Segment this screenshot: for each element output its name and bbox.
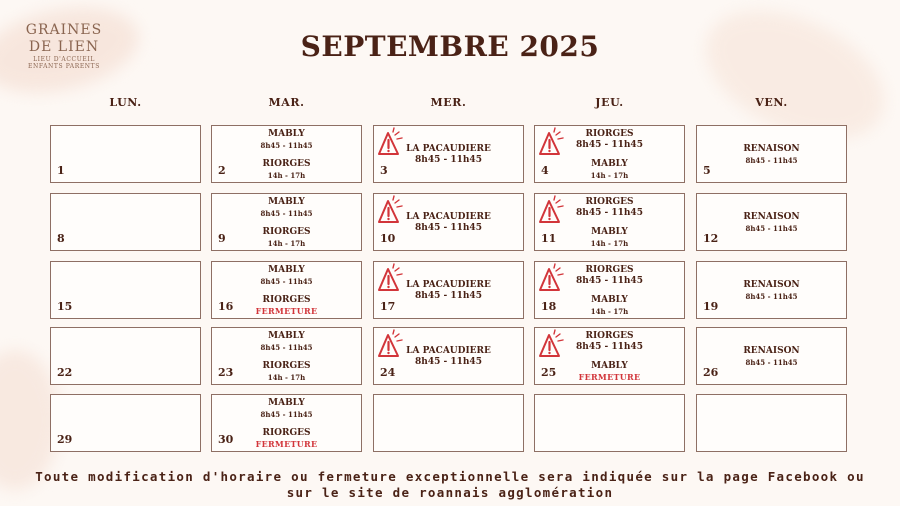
day-number: 18	[541, 300, 557, 313]
location-name: RENAISON	[743, 212, 800, 222]
location-name: RIORGES	[262, 227, 311, 237]
location-name: LA PACAUDIERE	[406, 144, 491, 154]
day-number: 3	[380, 164, 388, 177]
schedule-entry	[535, 331, 684, 353]
calendar-cell	[50, 327, 201, 385]
day-number: 2	[218, 164, 226, 177]
schedule-entry	[374, 144, 523, 166]
opening-hours: 8h45 - 11h45	[745, 292, 798, 301]
schedule-entry	[374, 280, 523, 302]
location-name: RIORGES	[585, 331, 634, 341]
location-name: RIORGES	[585, 197, 634, 207]
calendar-cell	[211, 394, 362, 452]
schedule-entry	[535, 159, 684, 181]
calendar-cell	[373, 125, 524, 183]
location-name: RIORGES	[262, 428, 311, 438]
day-number: 17	[380, 300, 396, 313]
calendar-cell	[50, 394, 201, 452]
opening-hours: 14h - 17h	[267, 373, 306, 382]
footer-line: Toute modification d'horaire ou fermeture exceptionnelle sera indiquée sur la page Facebook ou	[35, 469, 865, 484]
weekday-header: LUN.	[109, 96, 142, 109]
day-number: 24	[380, 366, 396, 379]
calendar-cell	[373, 193, 524, 251]
weekday-header: JEU.	[595, 96, 624, 109]
weekday-header: VEN.	[755, 96, 788, 109]
day-number: 19	[703, 300, 719, 313]
location-name: RENAISON	[743, 144, 800, 154]
opening-hours: 8h45 - 11h45	[260, 277, 313, 286]
schedule-entry	[535, 265, 684, 287]
opening-hours: 8h45 - 11h45	[576, 276, 643, 286]
calendar-cell	[50, 261, 201, 319]
calendar-cell	[50, 125, 201, 183]
opening-hours: 8h45 - 11h45	[745, 224, 798, 233]
logo-tagline: LIEU D'ACCUEIL	[33, 56, 95, 63]
closure-notice: FERMETURE	[578, 372, 641, 382]
calendar-cell	[373, 261, 524, 319]
schedule-entry	[697, 280, 846, 302]
day-number: 10	[380, 232, 396, 245]
logo-line: DE LIEN	[28, 39, 100, 55]
schedule-entry	[374, 212, 523, 234]
location-name: RIORGES	[262, 361, 311, 371]
opening-hours: 8h45 - 11h45	[576, 208, 643, 218]
schedule-entry	[212, 197, 361, 219]
schedule-entry	[212, 295, 361, 317]
calendar-cell	[696, 327, 847, 385]
location-name: MABLY	[591, 295, 628, 305]
day-number: 1	[57, 164, 65, 177]
schedule-entry	[535, 197, 684, 219]
schedule-entry	[212, 428, 361, 450]
day-number: 23	[218, 366, 234, 379]
day-number: 12	[703, 232, 719, 245]
calendar-cell	[696, 261, 847, 319]
schedule-entry	[535, 129, 684, 151]
day-number: 11	[541, 232, 557, 245]
calendar-cell	[534, 125, 685, 183]
opening-hours: 8h45 - 11h45	[260, 209, 313, 218]
day-number: 22	[57, 366, 73, 379]
opening-hours: 14h - 17h	[590, 171, 629, 180]
opening-hours: 8h45 - 11h45	[745, 358, 798, 367]
location-name: MABLY	[268, 265, 305, 275]
opening-hours: 8h45 - 11h45	[260, 343, 313, 352]
schedule-entry	[697, 212, 846, 234]
calendar-cell	[211, 261, 362, 319]
logo-line: GRAINES	[25, 22, 103, 38]
opening-hours: 8h45 - 11h45	[415, 357, 482, 367]
weekday-header: MER.	[430, 96, 467, 109]
day-number: 29	[57, 433, 73, 446]
schedule-entry	[535, 295, 684, 317]
opening-hours: 8h45 - 11h45	[576, 140, 643, 150]
location-name: MABLY	[591, 227, 628, 237]
location-name: MABLY	[268, 129, 305, 139]
location-name: RIORGES	[585, 265, 634, 275]
schedule-entry	[212, 331, 361, 353]
day-number: 30	[218, 433, 234, 446]
schedule-entry	[697, 346, 846, 368]
weekday-header: MAR.	[268, 96, 305, 109]
schedule-entry	[212, 398, 361, 420]
day-number: 4	[541, 164, 549, 177]
opening-hours: 14h - 17h	[267, 171, 306, 180]
location-name: MABLY	[268, 197, 305, 207]
opening-hours: 8h45 - 11h45	[415, 155, 482, 165]
schedule-entry	[212, 159, 361, 181]
day-number: 16	[218, 300, 234, 313]
day-number: 25	[541, 366, 557, 379]
calendar-cell	[534, 261, 685, 319]
location-name: RIORGES	[262, 159, 311, 169]
day-number: 9	[218, 232, 226, 245]
logo-tagline: ENFANTS PARENTS	[28, 63, 100, 70]
location-name: RENAISON	[743, 346, 800, 356]
location-name: MABLY	[268, 331, 305, 341]
opening-hours: 8h45 - 11h45	[745, 156, 798, 165]
location-name: RIORGES	[262, 295, 311, 305]
schedule-entry	[535, 227, 684, 249]
calendar-cell	[211, 327, 362, 385]
calendar-cell	[534, 394, 685, 452]
schedule-entry	[697, 144, 846, 166]
opening-hours: 8h45 - 11h45	[415, 223, 482, 233]
calendar-cell	[696, 394, 847, 452]
footer-notice	[0, 469, 900, 501]
location-name: LA PACAUDIERE	[406, 212, 491, 222]
calendar-cell	[211, 193, 362, 251]
opening-hours: 14h - 17h	[267, 239, 306, 248]
footer-line: sur le site de roannais agglomération	[286, 485, 614, 500]
opening-hours: 8h45 - 11h45	[260, 410, 313, 419]
schedule-entry	[535, 361, 684, 383]
schedule-entry	[212, 227, 361, 249]
opening-hours: 14h - 17h	[590, 239, 629, 248]
calendar-cell	[373, 327, 524, 385]
location-name: MABLY	[268, 398, 305, 408]
location-name: MABLY	[591, 361, 628, 371]
closure-notice: FERMETURE	[255, 439, 318, 449]
calendar-cell	[211, 125, 362, 183]
opening-hours: 8h45 - 11h45	[260, 141, 313, 150]
day-number: 8	[57, 232, 65, 245]
calendar-cell	[696, 125, 847, 183]
opening-hours: 8h45 - 11h45	[576, 342, 643, 352]
schedule-entry	[374, 346, 523, 368]
location-name: LA PACAUDIERE	[406, 346, 491, 356]
day-number: 26	[703, 366, 719, 379]
calendar-cell	[50, 193, 201, 251]
schedule-entry	[212, 129, 361, 151]
calendar-cell	[696, 193, 847, 251]
schedule-entry	[212, 361, 361, 383]
location-name: RIORGES	[585, 129, 634, 139]
calendar-cell	[373, 394, 524, 452]
day-number: 5	[703, 164, 711, 177]
location-name: LA PACAUDIERE	[406, 280, 491, 290]
location-name: MABLY	[591, 159, 628, 169]
day-number: 15	[57, 300, 73, 313]
calendar-cell	[534, 193, 685, 251]
opening-hours: 8h45 - 11h45	[415, 291, 482, 301]
opening-hours: 14h - 17h	[590, 307, 629, 316]
calendar-cell	[534, 327, 685, 385]
calendar-title: SEPTEMBRE 2025	[300, 30, 600, 63]
closure-notice: FERMETURE	[255, 306, 318, 316]
location-name: RENAISON	[743, 280, 800, 290]
schedule-entry	[212, 265, 361, 287]
